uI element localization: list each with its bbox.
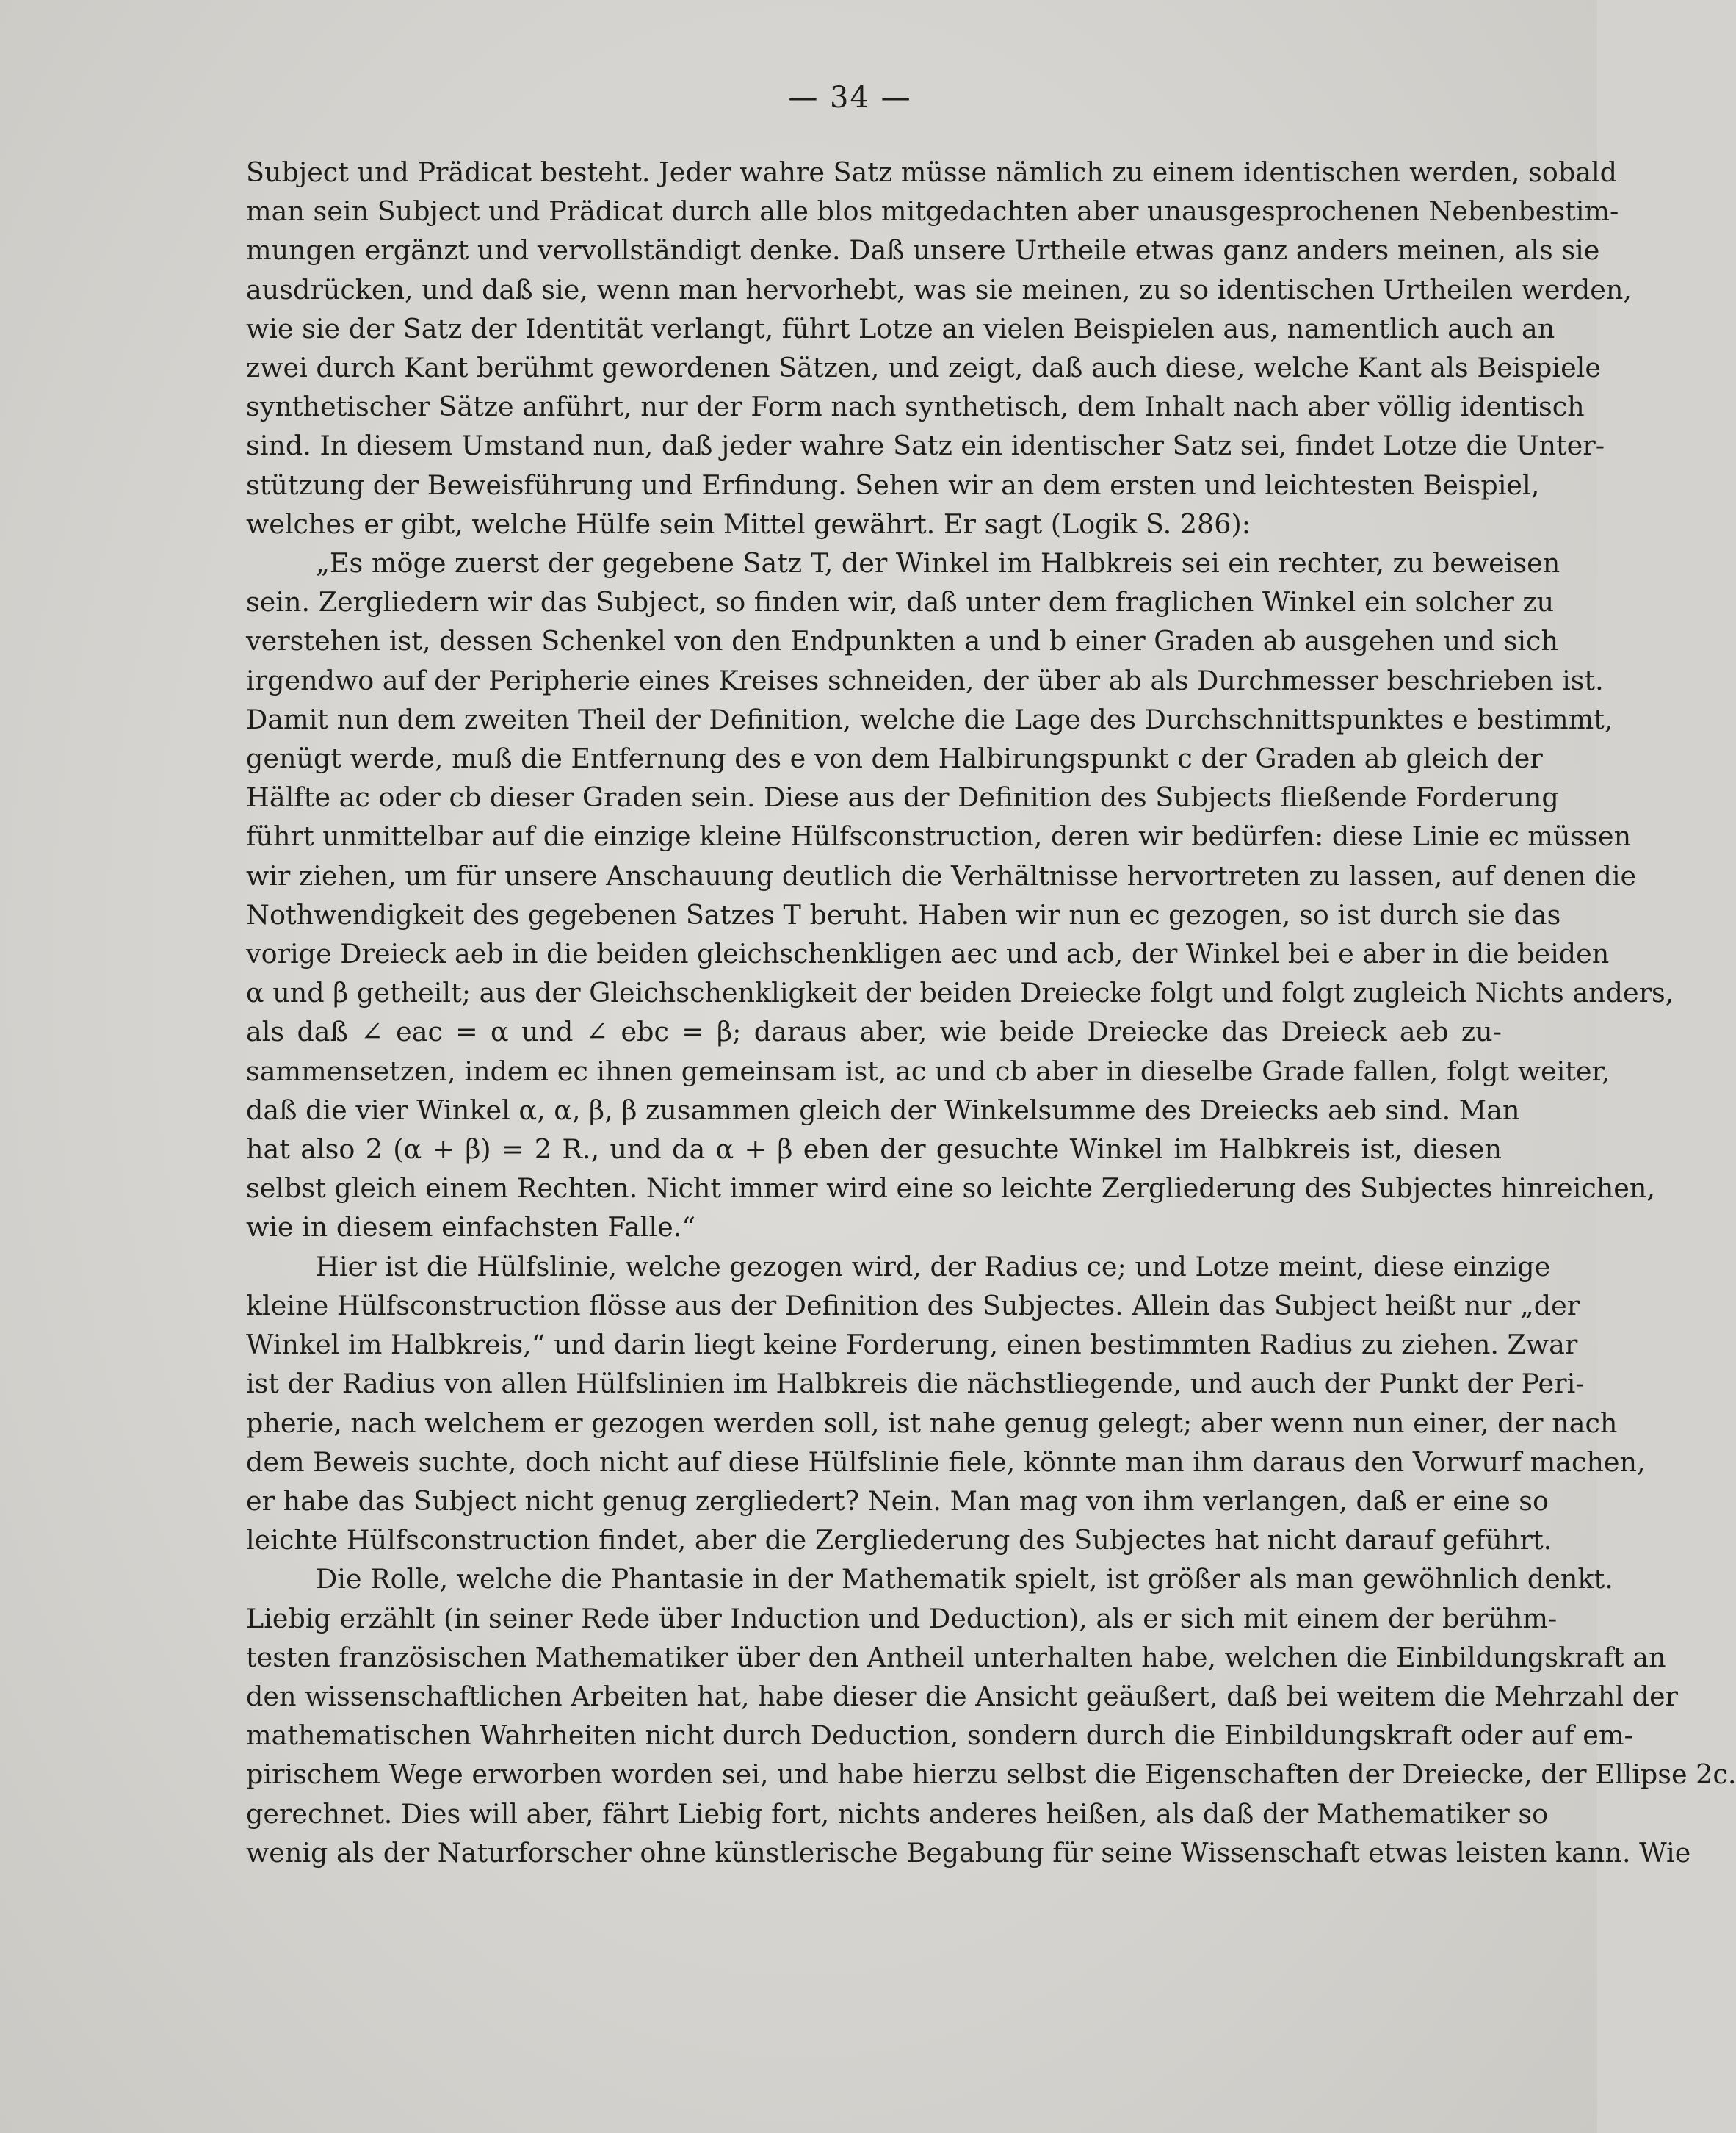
text-line: zwei durch Kant berühmt gewordenen Sätzen, und zeigt, daß auch diese, welche Kant als Beispiele <box>246 352 1601 384</box>
text-line: ausdrücken, und daß sie, wenn man hervorhebt, was sie meinen, zu so identischen Urtheilen werden, <box>246 273 1632 306</box>
text-line: Winkel im Halbkreis,“ und darin liegt keine Forderung, einen bestimmten Radius zu ziehen. Zwar <box>246 1329 1578 1361</box>
text-line: stützung der Beweisführung und Erfindung. Sehen wir an dem ersten und leichtesten Beispiel, <box>246 469 1540 501</box>
text-line: dem Beweis suchte, doch nicht auf diese Hülfslinie fiele, könnte man ihm daraus den Vorwurf machen, <box>246 1446 1646 1478</box>
text-line: irgendwo auf der Peripherie eines Kreises schneiden, der über ab als Durchmesser beschrieben ist. <box>246 664 1604 696</box>
text-line: Damit nun dem zweiten Theil der Definition, welche die Lage des Durchschnittspunktes e bestimmt, <box>246 703 1613 735</box>
text-line: kleine Hülfsconstruction flösse aus der Definition des Subjectes. Allein das Subject heißt nur „der <box>246 1289 1580 1321</box>
text-line: wie in diesem einfachsten Falle.“ <box>246 1211 696 1244</box>
text-line: mathematischen Wahrheiten nicht durch Deduction, sondern durch die Einbildungskraft oder auf em- <box>246 1719 1633 1752</box>
text-line: leichte Hülfsconstruction findet, aber die Zergliederung des Subjectes hat nicht darauf geführt. <box>246 1524 1552 1556</box>
text-line: sammensetzen, indem ec ihnen gemeinsam ist, ac und cb aber in dieselbe Grade fallen, folgt weiter, <box>246 1055 1610 1087</box>
text-line: man sein Subject und Prädicat durch alle blos mitgedachten aber unausgesprochenen Nebenbestim- <box>246 195 1619 228</box>
text-line: wie sie der Satz der Identität verlangt, führt Lotze an vielen Beispielen aus, namentlich auch an <box>246 312 1555 344</box>
text-line: pherie, nach welchem er gezogen werden soll, ist nahe genug gelegt; aber wenn nun einer, der nach <box>246 1407 1618 1439</box>
paragraph-p4 <box>246 1559 1736 1872</box>
body-text <box>246 153 1736 1872</box>
text-line: sein. Zergliedern wir das Subject, so finden wir, daß unter dem fraglichen Winkel ein solcher zu <box>246 586 1555 618</box>
text-line: führt unmittelbar auf die einzige kleine Hülfsconstruction, deren wir bedürfen: diese Linie ec müssen <box>246 820 1632 853</box>
text-line: sind. In diesem Umstand nun, daß jeder wahre Satz ein identischer Satz sei, findet Lotze die Unter- <box>246 430 1605 462</box>
text-line: synthetischer Sätze anführt, nur der Form nach synthetisch, dem Inhalt nach aber völlig identisch <box>246 391 1585 423</box>
text-line: selbst gleich einem Rechten. Nicht immer wird eine so leichte Zergliederung des Subjectes hinreichen, <box>246 1172 1655 1205</box>
text-line: verstehen ist, dessen Schenkel von den Endpunkten a und b einer Graden ab ausgehen und sich <box>246 625 1558 657</box>
text-line: testen französischen Mathematiker über den Antheil unterhalten habe, welchen die Einbildungskraft an <box>246 1641 1666 1673</box>
page-number: — 34 — <box>788 81 912 115</box>
text-line: wenig als der Naturforscher ohne künstlerische Begabung für seine Wissenschaft etwas leisten kann. Wie <box>246 1836 1691 1869</box>
text-line: hat also 2 (α + β) = 2 R., und da α + β eben der gesuchte Winkel im Halbkreis ist, diesen <box>246 1133 1502 1166</box>
text-line: welches er gibt, welche Hülfe sein Mittel gewährt. Er sagt (Logik S. 286): <box>246 508 1251 540</box>
text-line: er habe das Subject nicht genug zergliedert? Nein. Man mag von ihm verlangen, daß er eine so <box>246 1484 1549 1517</box>
text-line: Nothwendigkeit des gegebenen Satzes T beruht. Haben wir nun ec gezogen, so ist durch sie das <box>246 898 1561 931</box>
text-line: Hier ist die Hülfslinie, welche gezogen wird, der Radius ce; und Lotze meint, diese einzige <box>316 1250 1551 1282</box>
text-line: daß die vier Winkel α, α, β, β zusammen gleich der Winkelsumme des Dreiecks aeb sind. Man <box>246 1094 1520 1126</box>
text-line: gerechnet. Dies will aber, fährt Liebig fort, nichts anderes heißen, als daß der Mathematiker so <box>246 1797 1549 1830</box>
text-line: genügt werde, muß die Entfernung des e von dem Halbirungspunkt c der Graden ab gleich der <box>246 743 1543 775</box>
text-line: vorige Dreieck aeb in die beiden gleichschenkligen aec und acb, der Winkel bei e aber in die beiden <box>246 938 1610 970</box>
text-line: als daß ∠ eac = α und ∠ ebc = β; daraus aber, wie beide Dreiecke das Dreieck aeb zu- <box>246 1016 1502 1048</box>
paragraph-p1 <box>246 153 1632 544</box>
text-line: „Es möge zuerst der gegebene Satz T, der Winkel im Halbkreis sei ein rechter, zu beweisen <box>316 547 1560 580</box>
text-line: den wissenschaftlichen Arbeiten hat, habe dieser die Ansicht geäußert, daß bei weitem die Mehrzahl der <box>246 1680 1678 1712</box>
text-line: Liebig erzählt (in seiner Rede über Induction und Deduction), als er sich mit einem der berühm- <box>246 1602 1558 1634</box>
text-line: ist der Radius von allen Hülfslinien im Halbkreis die nächstliegende, und auch der Punkt der Peri- <box>246 1368 1585 1400</box>
text-line: wir ziehen, um für unsere Anschauung deutlich die Verhältnisse hervortreten zu lassen, auf denen die <box>246 859 1637 892</box>
paragraph-p2 <box>246 544 1674 1247</box>
text-line: α und β getheilt; aus der Gleichschenkligkeit der beiden Dreiecke folgt und folgt zugleich Nichts anders, <box>246 977 1674 1009</box>
text-line: Die Rolle, welche die Phantasie in der Mathematik spielt, ist größer als man gewöhnlich denkt. <box>316 1563 1613 1595</box>
text-line: pirischem Wege erworben worden sei, und habe hierzu selbst die Eigenschaften der Dreiecke, der Ellipse 2c. <box>246 1758 1736 1791</box>
paragraph-p3 <box>246 1247 1646 1560</box>
text-line: Hälfte ac oder cb dieser Graden sein. Diese aus der Definition des Subjects fließende Forderung <box>246 782 1559 814</box>
text-line: mungen ergänzt und vervollständigt denke. Daß unsere Urtheile etwas ganz anders meinen, als sie <box>246 234 1600 267</box>
text-line: Subject und Prädicat besteht. Jeder wahre Satz müsse nämlich zu einem identischen werden, sobald <box>246 156 1618 188</box>
